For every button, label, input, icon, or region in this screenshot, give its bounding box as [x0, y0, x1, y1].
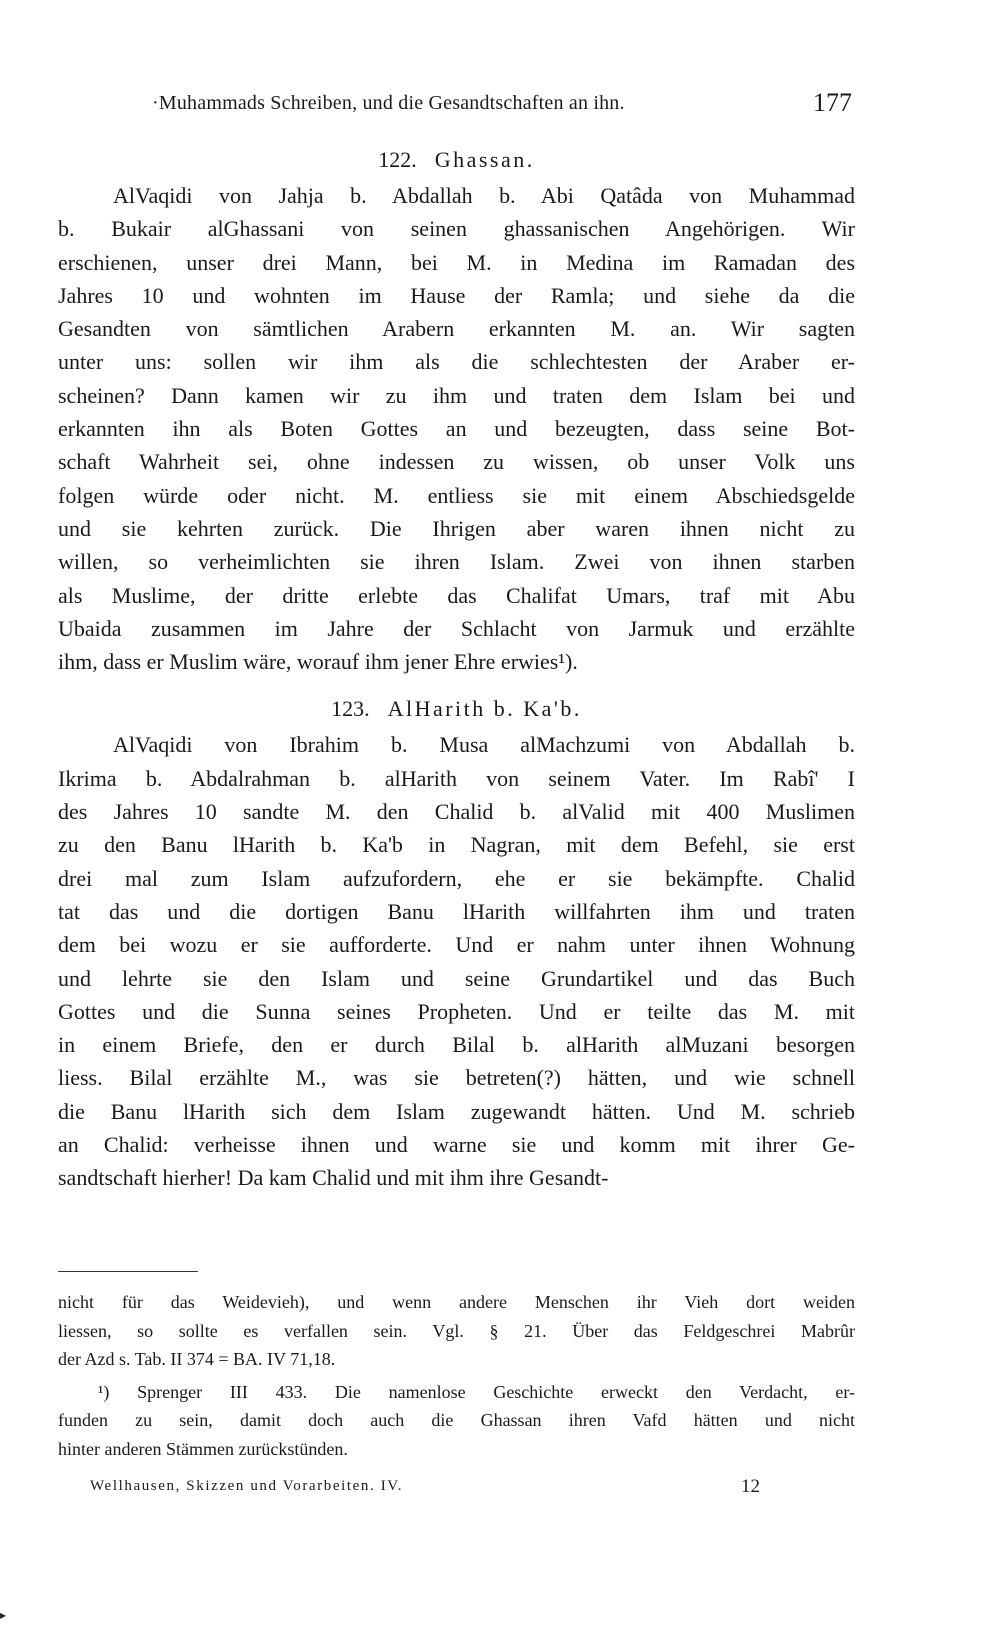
text-line: willen, so verheimlichten sie ihren Islam. Zwei von ihnen starben	[58, 549, 855, 575]
text-line: Ikrima b. Abdalrahman b. alHarith von seinem Vater. Im Rabî' I	[58, 765, 855, 791]
footnote-line: nicht für das Weidevieh), und wenn andere Menschen ihr Vieh dort weiden	[58, 1292, 855, 1312]
text-line: Jahres 10 und wohnten im Hause der Ramla; und siehe da die	[58, 282, 855, 308]
footnote-line: liessen, so sollte es verfallen sein. Vgl. § 21. Über das Feldgeschrei Mabrûr	[58, 1320, 855, 1341]
text-line: in einem Briefe, den er durch Bilal b. alHarith alMuzani besorgen	[58, 1032, 855, 1058]
text-line: erkannten ihn als Boten Gottes an und bezeugten, dass seine Bot-	[58, 416, 855, 442]
text-line: liess. Bilal erzählte M., was sie betreten(?) hätten, und wie schnell	[58, 1065, 855, 1091]
text-line: Gottes und die Sunna seines Propheten. Und er teilte das M. mit	[58, 998, 855, 1024]
footnote-line: funden zu sein, damit doch auch die Ghassan ihren Vafd hätten und nicht	[58, 1410, 855, 1431]
text-line: an Chalid: verheisse ihnen und warne sie und komm mit ihrer Ge-	[58, 1132, 855, 1158]
text-line: zu den Banu lHarith b. Ka'b in Nagran, mit dem Befehl, sie erst	[58, 832, 855, 858]
footnote-continuation	[58, 1288, 855, 1374]
text-line: und sie kehrten zurück. Die Ihrigen aber waren ihnen nicht zu	[58, 515, 855, 541]
text-line: Ubaida zusammen im Jahre der Schlacht von Jarmuk und erzählte	[58, 615, 855, 641]
corner-arrow-icon: ▸	[0, 1608, 7, 1622]
section-name: AlHarith b. Ka'b.	[387, 696, 582, 722]
footnote-line: der Azd s. Tab. II 374 = BA. IV 71,18.	[58, 1349, 336, 1370]
text-line: folgen würde oder nicht. M. entliess sie mit einem Abschiedsgelde	[58, 482, 855, 508]
paragraph-ghassan	[58, 179, 855, 678]
section-name: Ghassan.	[434, 147, 535, 172]
footnote-1	[58, 1378, 855, 1464]
text-line: AlVaqidi von Ibrahim b. Musa alMachzumi von Abdallah b.	[113, 732, 855, 758]
text-line: Gesandten von sämtlichen Arabern erkannten M. an. Wir sagten	[58, 316, 855, 342]
text-line: b. Bukair alGhassani von seinen ghassanischen Angehörigen. Wir	[58, 216, 855, 242]
footnote-line: hinter anderen Stämmen zurückstünden.	[58, 1438, 348, 1459]
section-heading-123	[58, 692, 855, 726]
printer-signature	[90, 1478, 760, 1504]
section-heading-122	[58, 143, 855, 177]
text-line: tat das und die dortigen Banu lHarith willfahrten ihm und traten	[58, 898, 855, 924]
text-line: erschienen, unser drei Mann, bei M. in Medina im Ramadan des	[58, 249, 855, 275]
running-title: ·Muhammads Schreiben, und die Gesandtschaften an ihn.	[152, 92, 625, 114]
text-line: AlVaqidi von Jahja b. Abdallah b. Abi Qatâda von Muhammad	[113, 183, 855, 208]
body-text	[58, 143, 855, 1195]
footnotes	[58, 1288, 855, 1464]
footnote-rule	[58, 1271, 198, 1272]
text-line: als Muslime, der dritte erlebte das Chalifat Umars, traf mit Abu	[58, 582, 855, 608]
text-line: scheinen? Dann kamen wir zu ihm und traten dem Islam bei und	[58, 382, 855, 408]
signature-text: Wellhausen, Skizzen und Vorarbeiten. IV.	[90, 1478, 404, 1494]
section-number: 123.	[331, 696, 370, 722]
page-number: 177	[813, 88, 852, 117]
footnote-line: ¹) Sprenger III 433. Die namenlose Geschichte erweckt den Verdacht, er-	[98, 1381, 855, 1402]
text-line: und lehrte sie den Islam und seine Grundartikel und das Buch	[58, 965, 855, 991]
paragraph-alharith	[58, 728, 855, 1194]
section-number: 122.	[378, 147, 417, 172]
text-line: drei mal zum Islam aufzufordern, ehe er sie bekämpfte. Chalid	[58, 865, 855, 891]
text-line: ihm, dass er Muslim wäre, worauf ihm jener Ehre erwies¹).	[58, 649, 578, 675]
text-line: unter uns: sollen wir ihm als die schlechtesten der Araber er-	[58, 349, 855, 375]
text-line: die Banu lHarith sich dem Islam zugewandt hätten. Und M. schrieb	[58, 1098, 855, 1124]
text-line: dem bei wozu er sie aufforderte. Und er nahm unter ihnen Wohnung	[58, 932, 855, 958]
running-head	[152, 88, 852, 122]
text-line: des Jahres 10 sandte M. den Chalid b. alValid mit 400 Muslimen	[58, 799, 855, 825]
text-line: schaft Wahrheit sei, ohne indessen zu wissen, ob unser Volk uns	[58, 449, 855, 475]
text-line: sandtschaft hierher! Da kam Chalid und mit ihm ihre Gesandt-	[58, 1165, 609, 1191]
sheet-number: 12	[741, 1476, 760, 1497]
